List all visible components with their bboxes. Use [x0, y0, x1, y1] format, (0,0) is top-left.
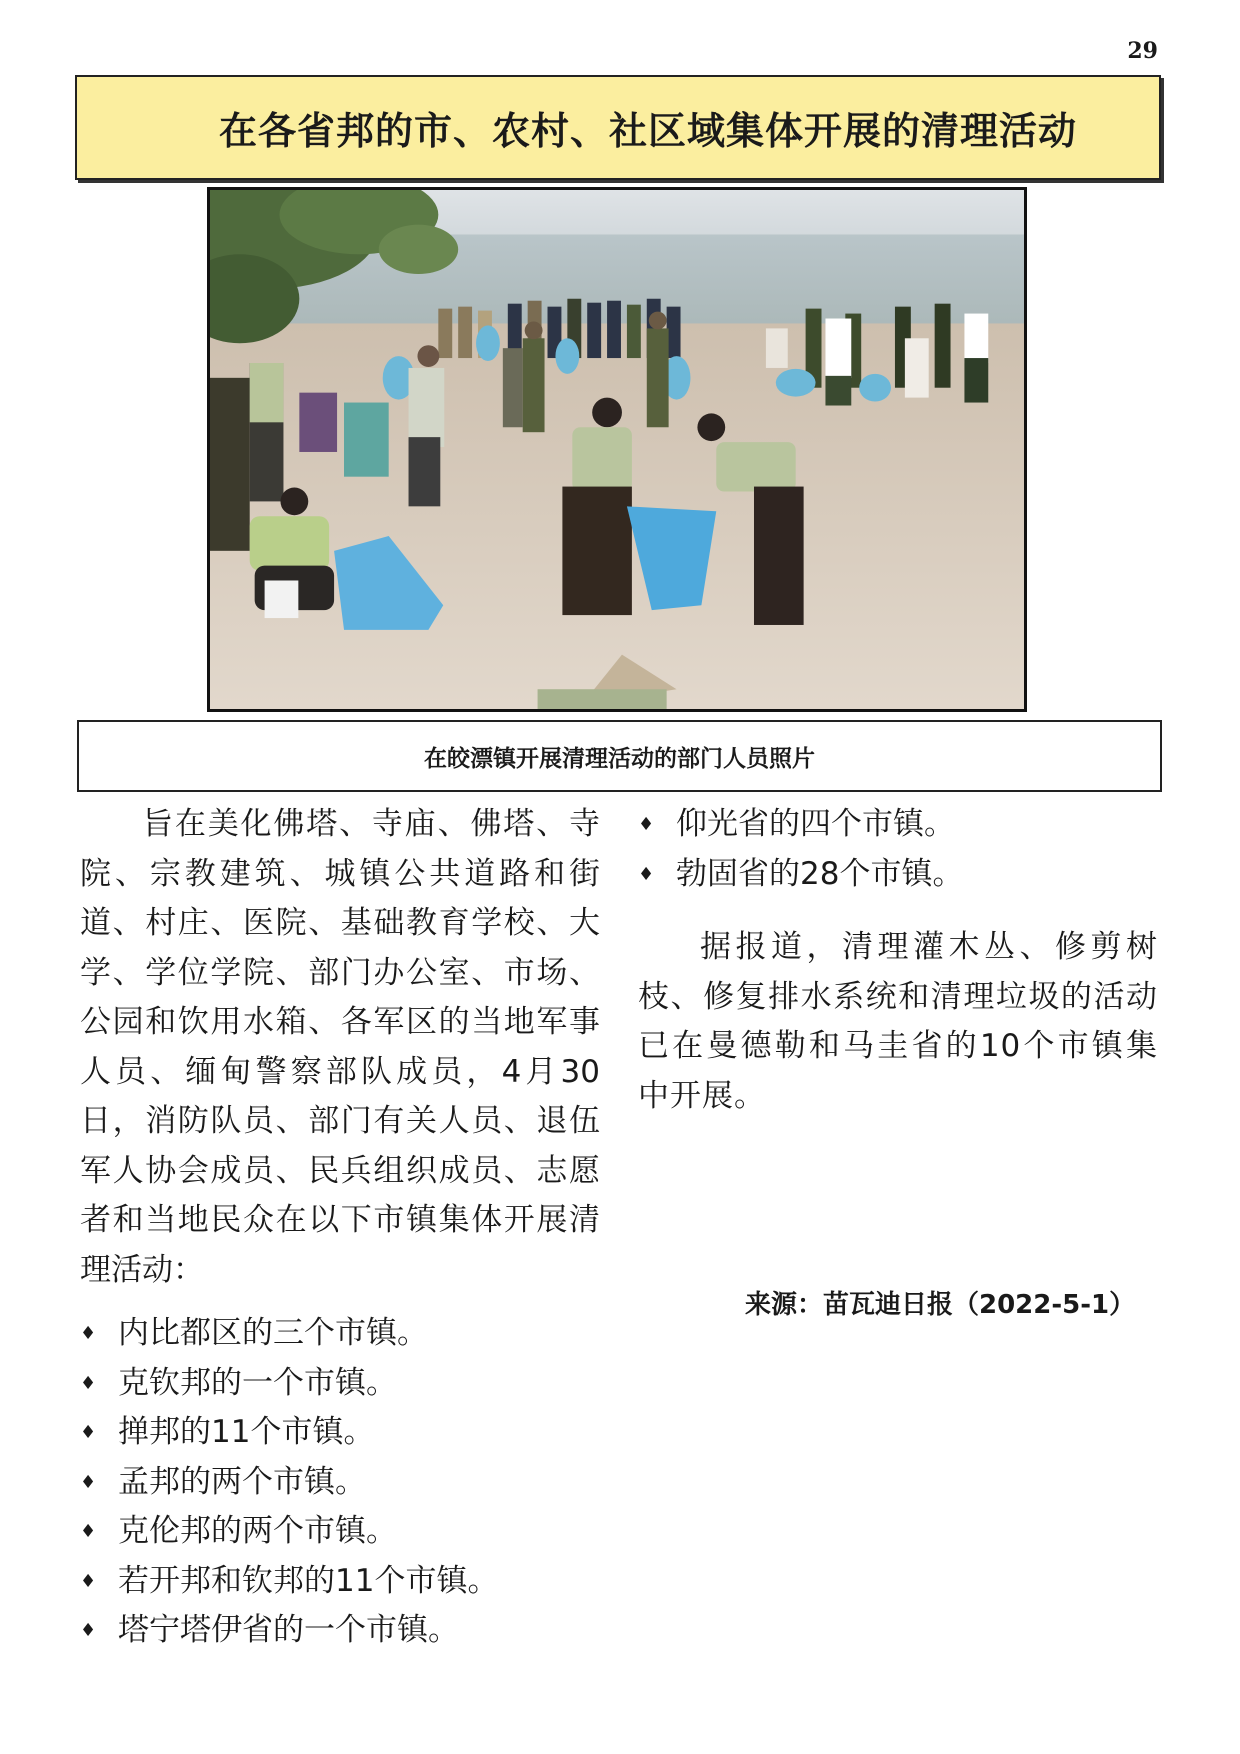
list-item: ♦ 塔宁塔伊省的一个市镇。 [80, 1606, 600, 1656]
page-title: 在各省邦的市、农村、社区域集体开展的清理活动 [218, 109, 1077, 153]
photo-caption: 在皎漂镇开展清理活动的部门人员照片 [424, 745, 815, 772]
list-item: ♦ 孟邦的两个市镇。 [80, 1458, 600, 1508]
list-item: ♦ 掸邦的11个市镇。 [80, 1408, 600, 1458]
photo-illustration [210, 190, 1024, 709]
list-item: ♦ 仰光省的四个市镇。 [638, 800, 1158, 850]
list-item: ♦ 克伦邦的两个市镇。 [80, 1507, 600, 1557]
photo-caption-box [77, 720, 1162, 792]
page-number: 29 [1127, 38, 1158, 64]
list-item: ♦ 若开邦和钦邦的11个市镇。 [80, 1557, 600, 1607]
diamond-bullet-icon: ♦ [80, 1570, 97, 1592]
list-item: ♦ 勃固省的28个市镇。 [638, 850, 1158, 900]
diamond-bullet-icon: ♦ [80, 1422, 97, 1443]
diamond-bullet-icon: ♦ [638, 814, 655, 835]
diamond-bullet-icon: ♦ [80, 1372, 97, 1394]
intro-paragraph: 旨在美化佛塔、寺庙、佛塔、寺院、宗教建筑、城镇公共道路和街道、村庄、医院、基础教育学校、大学、学位学院、部门办公室、市场、公园和饮用水箱、各军区的当地军事人员、缅甸警察部队成员，4月30日，消防队员、部门有关人员、退伍军人协会成员、民兵组织成员、志愿者和当地民众在以下市镇集体开展清理活动： [80, 806, 600, 1288]
diamond-bullet-icon: ♦ [80, 1620, 97, 1641]
list-item: ♦ 克钦邦的一个市镇。 [80, 1359, 600, 1409]
right-column [638, 800, 1158, 1121]
diamond-bullet-icon: ♦ [638, 863, 655, 885]
diamond-bullet-icon: ♦ [80, 1471, 97, 1493]
diamond-bullet-icon: ♦ [80, 1521, 97, 1542]
title-banner [75, 75, 1161, 180]
report-paragraph: 据报道，清理灌木丛、修剪树枝、修复排水系统和清理垃圾的活动已在曼德勒和马圭省的10个市镇集中开展。 [638, 929, 1158, 1114]
list-item: ♦ 内比都区的三个市镇。 [80, 1309, 600, 1359]
township-list-right [638, 800, 1158, 899]
beach-cleanup-photo [207, 187, 1027, 712]
source-attribution: 来源：苗瓦迪日报（2022-5-1） [745, 1290, 1136, 1320]
left-column [80, 800, 600, 1656]
diamond-bullet-icon: ♦ [80, 1323, 97, 1344]
township-list-left [80, 1309, 600, 1656]
